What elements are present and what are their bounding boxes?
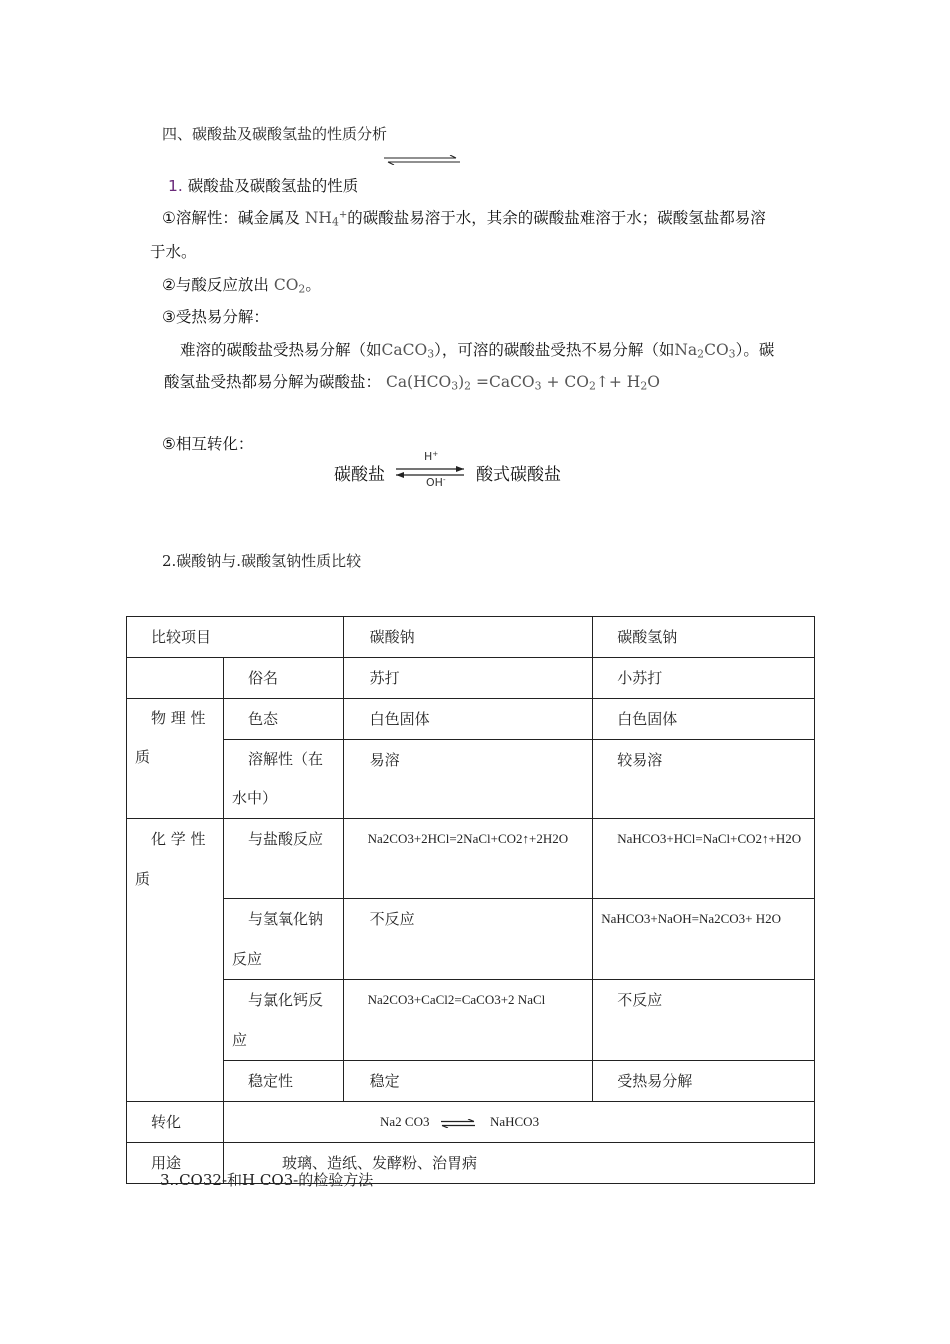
table-row bbox=[127, 740, 815, 819]
heading-number: 1. bbox=[168, 177, 183, 195]
conversion-top-label: H+ bbox=[424, 449, 439, 463]
row-label: 俗名 bbox=[224, 658, 344, 699]
nahco3-value: 白色固体 bbox=[593, 699, 815, 740]
solubility-line-1 bbox=[162, 206, 766, 229]
chemical-group-label: 化 学 性 质 bbox=[135, 830, 206, 888]
section-title: 四、碳酸盐及碳酸氢盐的性质分析 bbox=[162, 125, 388, 143]
nahco3-value: 不反应 bbox=[593, 980, 815, 1061]
comparison-heading: 2.碳酸钠与.碳酸氢钠性质比较 bbox=[162, 552, 362, 570]
na2co3-cacl2-equation: Na2CO3+CaCl2=CaCO3+2 NaCl bbox=[343, 980, 593, 1061]
nahco3-naoh-equation: NaHCO3+NaOH=Na2CO3+ H2O bbox=[593, 899, 815, 980]
nahco3-value: 受热易分解 bbox=[593, 1061, 815, 1102]
detection-heading: 3..CO32-和H CO3-的检验方法 bbox=[160, 1171, 374, 1189]
decomposition-line-2 bbox=[164, 370, 660, 393]
header-na2co3-cell: 碳酸钠 bbox=[343, 617, 593, 658]
row-label: 用途 bbox=[127, 1143, 224, 1184]
solubility-text-b: 的碳酸盐易溶于水，其余的碳酸盐难溶于水；碳酸氢盐都易溶 bbox=[347, 209, 766, 227]
row-label: 溶解性（在水中） bbox=[224, 740, 344, 819]
row-label: 色态 bbox=[224, 699, 344, 740]
physical-group-cell bbox=[127, 699, 224, 819]
conversion-right: NaHCO3 bbox=[489, 1114, 540, 1129]
interconversion-heading: ⑤相互转化： bbox=[162, 435, 254, 453]
na2co3-formula: $Na_2CO_3$ bbox=[674, 341, 736, 361]
acid-reaction-text: ②与酸反应放出 bbox=[162, 276, 269, 294]
table-header-row bbox=[127, 617, 815, 658]
chemical-group-cell bbox=[127, 819, 224, 1102]
table-row bbox=[127, 899, 815, 980]
decomp-text-a: 难溶的碳酸盐受热易分解（如 bbox=[180, 341, 382, 359]
conversion-right-label: 酸式碳酸盐 bbox=[476, 465, 561, 485]
co2-formula: $CO_2$ bbox=[273, 276, 306, 296]
acid-reaction-line bbox=[162, 273, 321, 296]
solubility-text-a: ①溶解性：碱金属及 bbox=[162, 209, 300, 227]
decomp-text-d: 酸氢盐受热都易分解为碳酸盐： bbox=[164, 373, 382, 391]
heading-text: 碳酸盐及碳酸氢盐的性质 bbox=[187, 177, 359, 195]
table-row bbox=[127, 699, 815, 740]
decomposition-heading: ③受热易分解： bbox=[162, 308, 269, 326]
table-row bbox=[127, 980, 815, 1061]
header-nahco3-cell: 碳酸氢钠 bbox=[593, 617, 815, 658]
nahco3-value: 较易溶 bbox=[593, 740, 815, 819]
na2co3-value: 不反应 bbox=[343, 899, 593, 980]
nahco3-hcl-equation: NaHCO3+HCl=NaCl+CO2↑+H2O bbox=[593, 819, 815, 899]
acid-reaction-end: 。 bbox=[305, 276, 321, 294]
empty-group-cell bbox=[127, 658, 224, 699]
double-arrow-icon bbox=[384, 155, 460, 165]
conversion-left: Na2 CO3 bbox=[380, 1114, 430, 1129]
uses-value: 玻璃、造纸、发酵粉、治胃病 bbox=[224, 1143, 815, 1184]
header-item-cell: 比较项目 bbox=[127, 617, 344, 658]
equilibrium-arrow-icon bbox=[441, 1119, 475, 1128]
comparison-table bbox=[126, 616, 815, 1184]
na2co3-value: 易溶 bbox=[343, 740, 593, 819]
na2co3-value: 白色固体 bbox=[343, 699, 593, 740]
table-row bbox=[127, 658, 815, 699]
na2co3-value: 苏打 bbox=[343, 658, 593, 699]
properties-heading bbox=[168, 174, 358, 196]
decomp-text-b: ），可溶的碳酸盐受热不易分解（如 bbox=[434, 341, 675, 359]
nahco3-value: 小苏打 bbox=[593, 658, 815, 699]
table-row bbox=[127, 819, 815, 899]
physical-group-label: 物 理 性 质 bbox=[135, 709, 206, 766]
conversion-bottom-label: OH- bbox=[426, 475, 446, 489]
conversion-row bbox=[127, 1102, 815, 1143]
row-label: 与氢氧化钠反应 bbox=[224, 899, 344, 980]
caco3-formula: CaCO$_3$ bbox=[381, 341, 435, 361]
ammonium-ion: $NH_4^+$ bbox=[304, 209, 348, 229]
decomposition-equation: $Ca(HCO_3)_2$ =CaCO$_3$ + $CO_2↑+ H_2O$ bbox=[385, 373, 660, 393]
row-label: 与盐酸反应 bbox=[224, 819, 344, 899]
conversion-cell bbox=[224, 1102, 815, 1143]
decomposition-line-1 bbox=[180, 338, 774, 361]
row-label: 转化 bbox=[127, 1102, 224, 1143]
solubility-line-2: 于水。 bbox=[150, 243, 197, 261]
row-label: 与氯化钙反应 bbox=[224, 980, 344, 1061]
na2co3-hcl-equation: Na2CO3+2HCl=2NaCl+CO2↑+2H2O bbox=[343, 819, 593, 899]
na2co3-value: 稳定 bbox=[343, 1061, 593, 1102]
row-label: 稳定性 bbox=[224, 1061, 344, 1102]
conversion-left-label: 碳酸盐 bbox=[334, 465, 385, 485]
table-row bbox=[127, 1061, 815, 1102]
decomp-text-c: ）。碳 bbox=[735, 341, 775, 359]
